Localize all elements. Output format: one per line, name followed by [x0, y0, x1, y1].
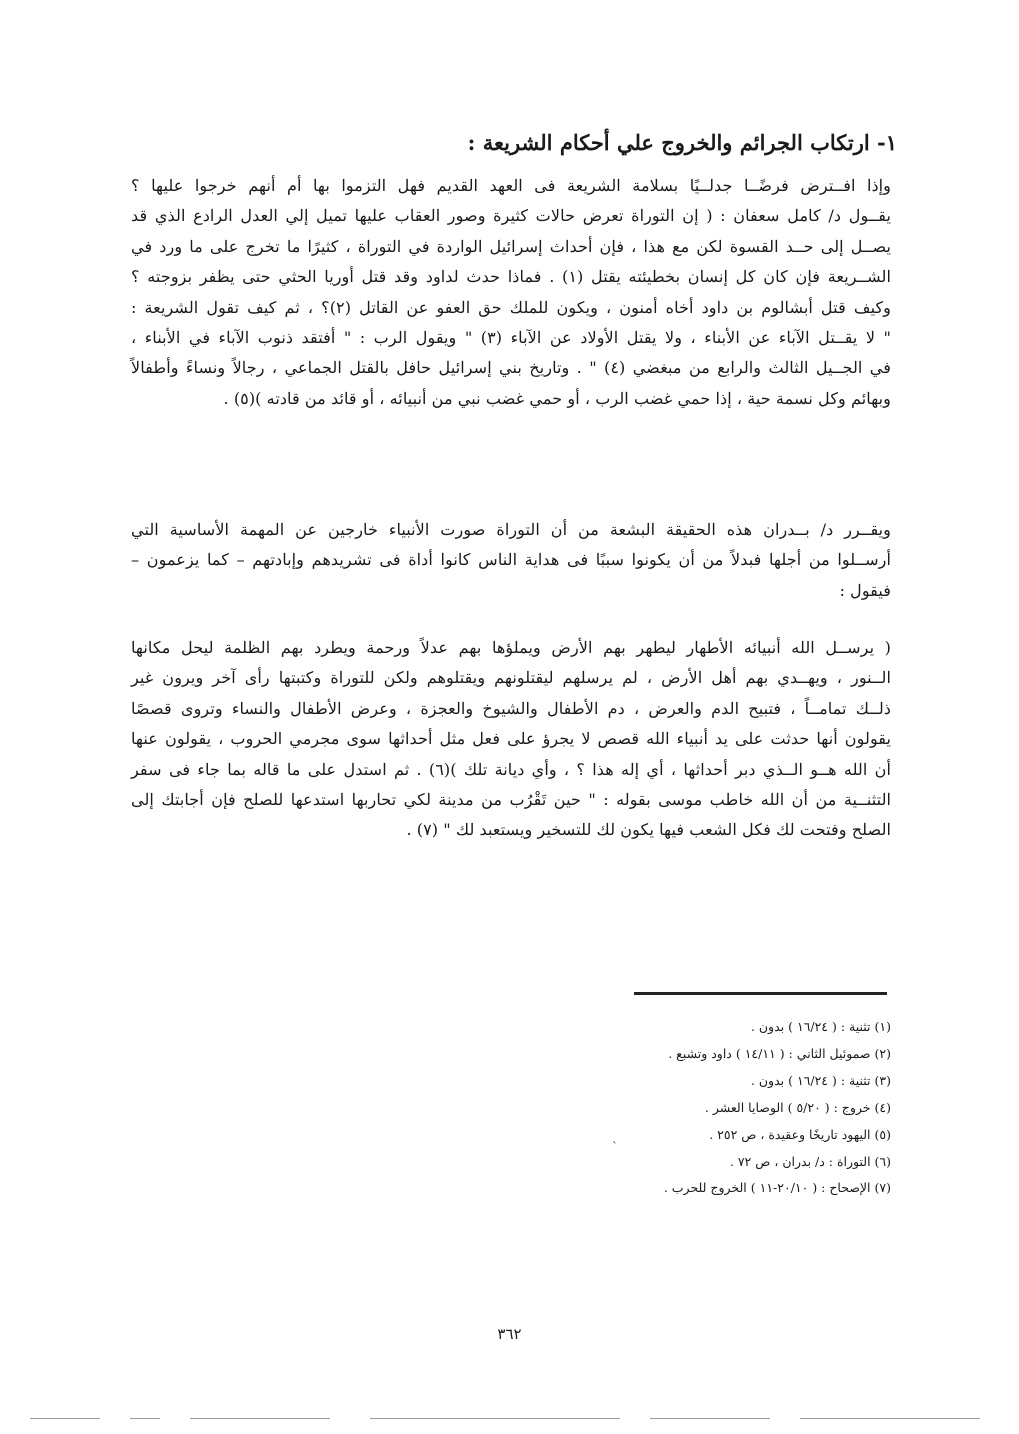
scan-edge-line: [130, 1418, 160, 1419]
paragraph-line: الصلح وفتحت لك فكل الشعب فيها يكون لك للتسخير ويستعبد لك " (٧) .: [406, 820, 891, 840]
footnote-separator: [634, 992, 887, 995]
footnote-2: (٢) صموئيل الثاني : ( ١٤/١١ ) داود وتشبع .: [668, 1045, 891, 1061]
scan-edge-line: [370, 1418, 620, 1419]
paragraph-line: الشــريعة فإن كان كل إنسان بخطيئته يقتل (١) . فماذا حدث لداود وقد قتل أوريا الحثي حتى يظفر بزوجته ؟: [131, 267, 891, 287]
paragraph-2: [131, 515, 891, 606]
scan-edge-line: [30, 1418, 100, 1419]
paragraph-line: في الجــيل الثالث والرابع من مبغضي (٤) " . وتاريخ بني إسرائيل حافل بالقتل الجماعي ، رجالاً ونساءً وأطفالاً: [131, 358, 891, 378]
page-number: ٣٦٢: [497, 1325, 522, 1343]
paragraph-line: فيقول :: [839, 580, 891, 600]
paragraph-line: ويقــرر د/ بــدران هذه الحقيقة البشعة من أن التوراة صورت الأنبياء خارجين عن المهمة الأساسية التي: [131, 520, 891, 539]
paragraph-line: أرســلوا من أجلها فبدلاً من أن يكونوا سببًا فى هداية الناس كانوا أداة فى تشريدهم وإبادتهم – كما يزعمون –: [131, 550, 891, 570]
paragraph-line: وبهائم وكل نسمة حية ، إذا حمي غضب الرب ، أو حمي غضب نبي من أنبيائه ، أو قائد من قادته )(٥) .: [223, 388, 891, 408]
section-heading: ١- ارتكاب الجرائم والخروج علي أحكام الشريعة :: [467, 130, 897, 155]
footnote-6: (٦) التوراة : د/ بدران ، ص ٧٢ .: [729, 1153, 891, 1169]
paragraph-line: ذلــك تمامــاً ، فتبيح الدم والعرض ، دم الأطفال والشيوخ والعجزة ، وعرض الأطفال والنساء وتروى قصصًا: [131, 698, 891, 718]
paragraph-3-quotation: [131, 633, 891, 846]
paragraph-line: التثنــية من أن الله خاطب موسى بقوله : " حين تَقْرُب من مدينة لكي تحاربها استدعها للصلح فإن أجابتك إلى: [131, 790, 891, 810]
paragraph-line: ( يرســل الله أنبيائه الأطهار ليطهر بهم الأرض ويملؤها بهم عدلاً ورحمة ويطرد بهم الظلمة ليحل مكانها: [131, 638, 891, 657]
paragraph-line: وإذا افــترض فرضًــا جدلــيًا بسلامة الشريعة فى العهد القديم فهل التزموا بها أم أنهم خرجوا عليها ؟: [131, 176, 891, 195]
footnote-4: (٤) خروج : ( ٥/٢٠ ) الوصايا العشر .: [704, 1099, 891, 1115]
scan-edge-line: [800, 1418, 980, 1419]
paragraph-line: " لا يقــتل الآباء عن الأبناء ، ولا يقتل الأولاد عن الآباء (٣) " ويقول الرب : " أفتقد ذنوب الآباء في الأبناء ،: [131, 328, 892, 348]
paragraph-line: يصــل إلى حــد القسوة لكن مع هذا ، فإن أحداث إسرائيل الواردة في التوراة ، كثيرًا ما تخرج على ما ورد في: [131, 236, 891, 256]
paragraph-line: يقــول د/ كامل سعفان : ( إن التوراة تعرض حالات كثيرة وصور العقاب عليها تميل إلي العدل الرادع الذي قد: [131, 206, 891, 226]
paragraph-line: أن الله هــو الــذي دبر أحداثها ، أي إله هذا ؟ ، وأي ديانة تلك )(٦) . ثم استدل على ما قاله بما جاء فى سفر: [131, 759, 891, 779]
paragraph-1: [131, 171, 891, 414]
paragraph-line: الــنور ، ويهــدي بهم أهل الأرض ، لم يرسلهم ليقتلونهم ويقتلوهم ولكن للتوراة وكتبتها رأى آخر ويرون غير: [131, 668, 891, 688]
footnote-1: (١) تثنية : ( ١٦/٢٤ ) بدون .: [750, 1019, 891, 1034]
footnote-3: (٣) تثنية : ( ١٦/٢٤ ) بدون .: [750, 1072, 891, 1088]
scan-edge-line: [650, 1418, 770, 1419]
footnote-5: (٥) اليهود تاريخًا وعقيدة ، ص ٢٥٢ .: [709, 1126, 891, 1142]
paragraph-line: يقولون أنها حدثت على يد أنبياء الله قصص لا يجرؤ على فعل مثل أحداثها سوى مجرمي الحروب ، يقولون عنها: [131, 729, 891, 749]
scan-edge-line: [190, 1418, 330, 1419]
footnotes: [391, 1014, 891, 1202]
paragraph-line: وكيف قتل أبشالوم بن داود أخاه أمنون ، ويكون للملك حق العفو عن القاتل (٢)؟ ، ثم كيف تقول الشريعة :: [131, 297, 891, 317]
footnote-7: (٧) الإصحاح : ( ٢٠/١٠-١١ ) الخروج للحرب .: [663, 1180, 891, 1196]
stray-mark: `: [612, 1140, 618, 1154]
